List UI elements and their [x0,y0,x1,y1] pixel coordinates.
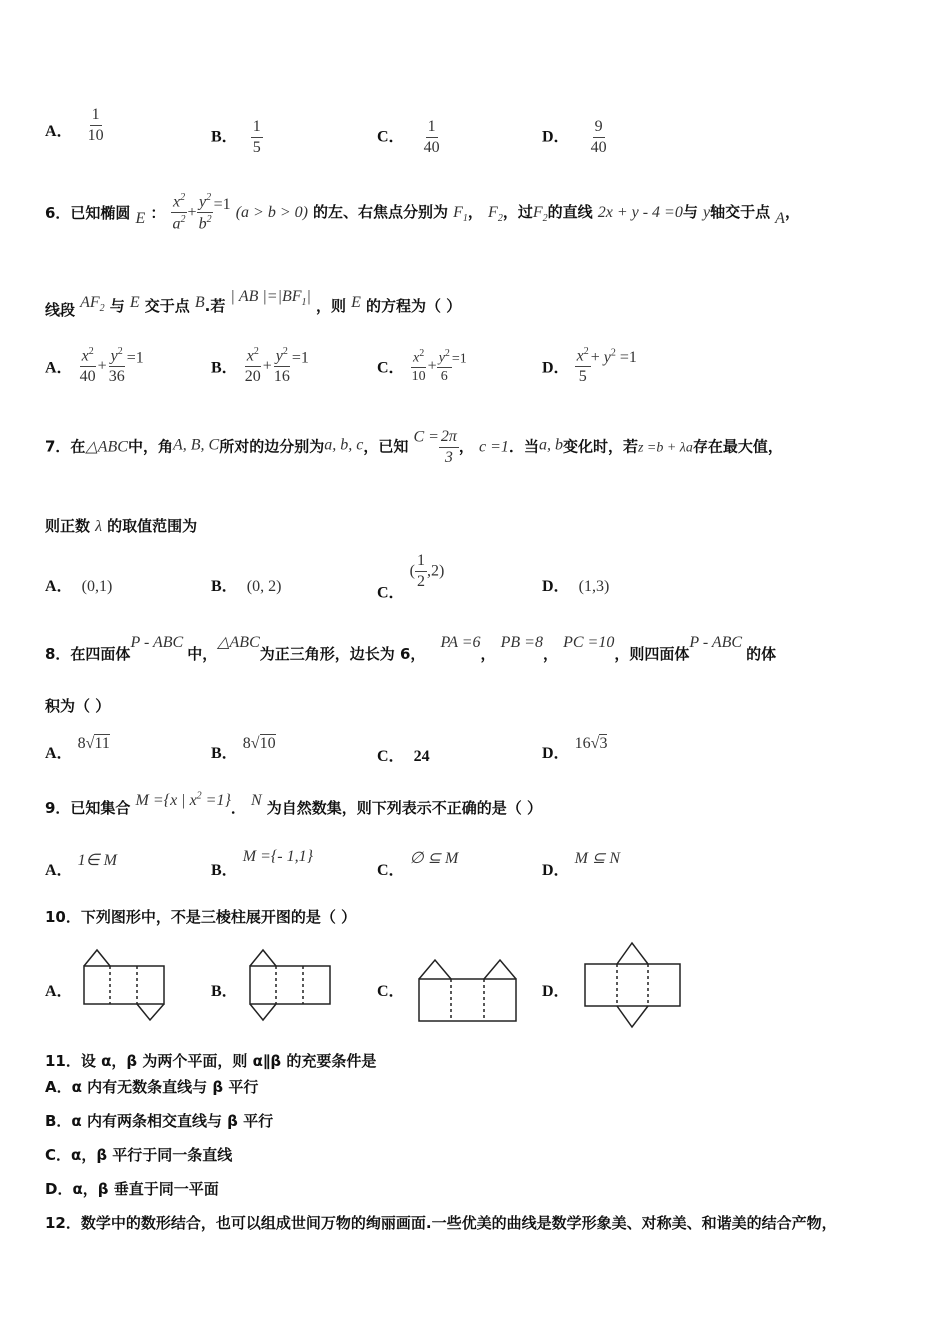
coefficient: 16 [574,735,591,752]
math-lambda: λ [95,518,103,535]
q8-stem-line1: 8．在四面体P - ABC中，△ABC为正三角形，边长为 6， PA =6， PB =8， PC =10，则四面体P - ABC的体 [45,634,777,663]
q6-option-c[interactable]: C． $\frac{x^2}{10}$ + $\frac{y^2}{6}$ =1 [377,348,467,385]
math-ab: a, b [538,436,563,454]
denominator: 40 [590,138,607,156]
q5-option-b[interactable] [211,118,263,156]
q8-option-c[interactable] [377,743,430,766]
option-label: D． [542,128,570,146]
math-PB: PB =8 [500,634,543,651]
text: 线段 [45,301,76,319]
text: 的取值范围为 [107,517,198,535]
text: 中， [187,645,218,663]
text: ： [150,203,166,222]
q10-figure-c[interactable] [414,952,522,1026]
q10-option-c-label[interactable]: C． [377,983,405,1000]
text: 中，角 [127,437,173,456]
text: ．当 [508,437,539,456]
coefficient: 8 [242,735,251,752]
math-PABC: P - ABC [689,634,743,651]
math-B: B [194,294,205,311]
text: .若 [204,297,226,315]
sqrt-icon: √ [250,735,260,752]
text: 的体 [746,645,777,663]
math-F2: $F_2$ [532,203,548,225]
option-label: C． [377,584,405,602]
q7-option-c[interactable]: C． ( $\frac{1}{2}$ ,2) [377,552,445,602]
q7-option-b[interactable] [211,573,281,596]
option-value: (0, 2) [246,578,282,595]
text: 与 [109,297,125,315]
text: 8．在四面体 [45,645,131,663]
math-angles: A, B, C [172,436,220,454]
fraction [589,118,609,156]
option-label: A． [45,745,73,762]
option-label: B． [211,359,238,377]
text: ，过 [502,202,533,221]
option-label: C． [377,359,405,377]
option-label: A． [45,578,73,595]
math-triangle: △ABC [217,634,260,651]
q7-stem-line1: 7．在△ABC中，角A, B, C所对的边分别为a, b, c，已知 C = $\frac{2\pi}{3}$ ， c =1．当a, b变化时，若z =b + λa存在最大值， [45,428,783,466]
q11-option-a[interactable]: A．α 内有无数条直线与 β 平行 [45,1078,259,1096]
option-label: B． [211,578,238,595]
fraction: $\frac{y^2}{16}$ [273,346,290,385]
q10-figure-d[interactable] [580,938,686,1032]
fraction: $\frac{x^2}{5}$ [576,346,589,385]
text: 为正三角形，边长为 6， [259,645,426,663]
text: 则正数 [45,517,91,535]
option-label: B． [211,128,238,146]
text: 轴交于点 [710,202,771,221]
q9-option-d[interactable] [542,848,620,880]
option-value: M ⊆ N [574,850,621,867]
option-value: ∅ ⊆ M [409,850,459,867]
fraction [422,118,442,156]
q5-option-a[interactable] [45,106,106,145]
fraction-x2-a2: $\frac{x^2}{a^2}$ [172,192,186,233]
q8-option-a[interactable] [45,733,110,763]
q7-option-d[interactable] [542,573,609,596]
q9-option-a[interactable] [45,850,117,880]
q9-stem [45,790,542,818]
text: 10．下列图形中，不是三棱柱展开图的是（ ） [45,908,357,926]
math-abs: | AB $|=|BF_1|$ [230,288,311,309]
text: ，则四面体 [614,645,690,663]
math-condition: (a > b > 0) [235,203,308,221]
q10-option-a-label[interactable]: A． [45,983,73,1000]
math-N: N [250,792,262,809]
math-AF2: $AF_2$ [80,294,105,315]
q11-option-d[interactable]: D．α，β 垂直于同一平面 [45,1180,219,1198]
fraction: $\frac{x^2}{10}$ [411,348,426,385]
text: ，已知 [363,437,409,456]
denominator: 40 [423,138,440,156]
option-label: B． [211,745,238,762]
text: 变化时，若 [562,437,638,456]
option-label: C． [377,862,405,879]
math-PC: PC =10 [563,634,615,651]
text: 存在最大值， [692,437,783,456]
math-z: z =b + λa [637,440,693,456]
option-value: (0,1) [81,578,113,595]
math-E: E [135,209,146,227]
q12-stem [45,1212,837,1233]
option-label: B． [211,862,238,879]
numerator: 1 [426,118,438,138]
numerator: 9 [593,118,605,138]
denominator: 5 [252,138,261,156]
q10-figure-b[interactable] [246,946,336,1026]
option-value: ,2) [426,562,445,580]
text: 7．在 [45,437,86,456]
math-line: 2x + y - 4 =0 [597,203,683,221]
math-set: M ={x | $x^2 =1$} [135,790,231,809]
q5-option-d[interactable] [542,118,609,156]
option-label: C． [377,128,405,146]
text: 交于点 [144,297,190,315]
q6-option-d[interactable]: D． $\frac{x^2}{5}$ + $y^2 =1$ [542,346,637,385]
sqrt-icon: √ [590,735,600,752]
option-value: 1∈ M [77,852,117,869]
text: 6．已知椭圆 [45,203,131,222]
text: 与 [682,202,698,221]
math-c1: c =1 [479,438,509,456]
math-A: A [775,209,785,227]
q6-option-a[interactable]: A． $\frac{x^2}{40}$ + $\frac{y^2}{36}$ =1 [45,346,144,385]
q10-option-b-label[interactable]: B． [211,983,238,1000]
q8-option-d[interactable] [542,733,607,763]
fraction-2pi-3: $\frac{2\pi}{3}$ [440,428,457,466]
numerator: 1 [90,106,102,126]
option-label: D． [542,359,570,377]
math-E: E [129,294,140,311]
q10-option-d-label[interactable]: D． [542,983,570,1000]
option-value: 24 [413,748,430,765]
q6-option-b[interactable]: B． $\frac{x^2}{20}$ + $\frac{y^2}{16}$ =1 [211,346,309,385]
q7-option-a[interactable] [45,573,112,596]
text: 12．数学中的数形结合，也可以组成世间万物的绚丽画面.一些优美的曲线是数学形象美、对称美、和谐美的结合产物， [45,1214,837,1232]
numerator: 1 [251,118,263,138]
q8-option-b[interactable] [211,733,276,763]
option-label: D． [542,578,570,595]
q5-option-c[interactable] [377,118,442,156]
math-PABC: P - ABC [130,634,184,651]
fraction-y2-b2: $\frac{y^2}{b^2}$ [198,192,212,233]
fraction: $\frac{x^2}{20}$ [244,346,261,385]
q8-stem-line2 [45,695,110,716]
option-label: A． [45,862,73,879]
option-label: A． [45,123,73,140]
q10-figure-a[interactable] [80,946,170,1026]
q6-stem-line1: 6．已知椭圆 E ： $\frac{x^2}{a^2}$ + $\frac{y^2}{b^2}$ =1 (a > b > 0) 的左、右焦点分别为 $F_1$， $F_2$，过$F_2$的直线 2x + y - 4 =0与 y轴交于点 A， [45,192,800,233]
math-F1: $F_1$ [453,203,468,225]
math-F2: $F_2$ [488,203,503,225]
math-y: y [702,203,711,221]
fraction [86,106,106,144]
fraction [251,118,263,156]
q11-option-c[interactable]: C．α，β 平行于同一条直线 [45,1146,233,1164]
q11-stem [45,1050,376,1071]
text: ，则 [316,297,347,315]
q9-option-c[interactable] [377,848,458,880]
option-label: D． [542,862,570,879]
text: 为自然数集，则下列表示不正确的是（ ） [266,799,542,817]
math-sides: a, b, c [324,436,364,454]
fraction-half: $\frac{1}{2}$ [416,552,425,590]
fraction: $\frac{x^2}{40}$ [79,346,96,385]
text: 的方程为（ ） [366,297,462,315]
option-label: D． [542,745,570,762]
q6-stem-line2 [45,288,461,320]
text: 的直线 [547,202,593,221]
math-E: E [351,294,361,311]
radicand: 3 [599,735,608,752]
math-PA: PA =6 [440,634,481,651]
fraction: $\frac{y^2}{36}$ [108,346,125,385]
option-label: A． [45,359,73,377]
coefficient: 8 [77,735,86,752]
option-label: C． [377,748,405,765]
text: 11．设 α，β 为两个平面，则 α∥β 的充要条件是 [45,1052,377,1070]
radicand: 11 [94,735,110,752]
q9-option-b[interactable] [211,846,313,880]
q10-stem [45,906,356,927]
math-C: C = [413,428,439,446]
text: 9．已知集合 [45,799,131,817]
text: 所对的边分别为 [219,437,325,456]
option-value: M ={- 1,1} [242,848,314,865]
q7-stem-line2 [45,515,197,536]
text: 的左、右焦点分别为 [313,202,449,221]
denominator: 10 [87,127,104,144]
q11-option-b[interactable]: B．α 内有两条相交直线与 β 平行 [45,1112,274,1130]
radicand: 10 [259,735,276,752]
fraction: $\frac{y^2}{6}$ [438,348,450,385]
math-triangle: △ABC [85,438,128,456]
sqrt-icon: √ [85,735,95,752]
text: ． [230,799,246,817]
text: 积为（ ） [45,697,111,715]
option-value: (1,3) [578,578,610,595]
